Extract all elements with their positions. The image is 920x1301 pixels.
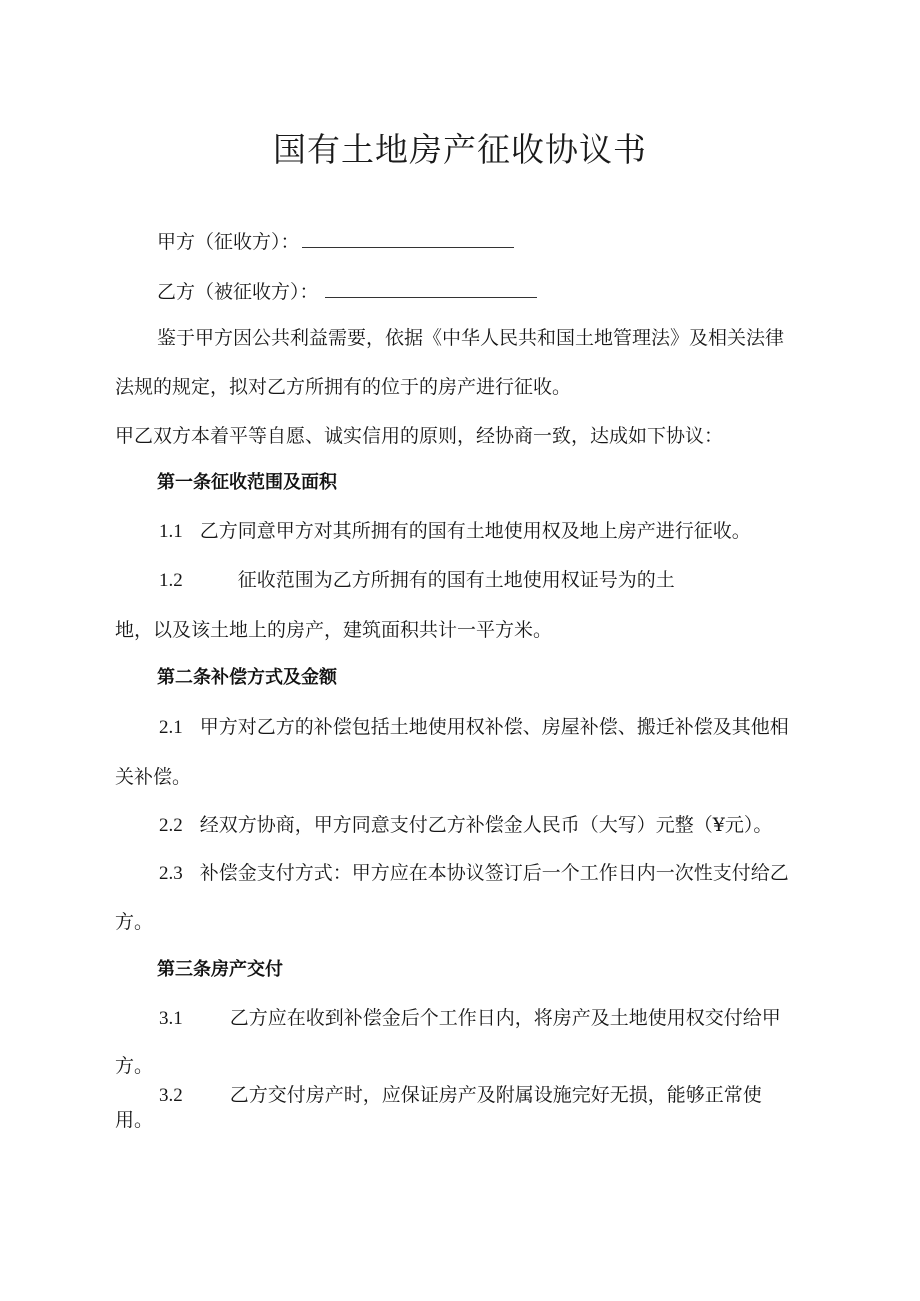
document-title: 国有土地房产征收协议书 [273, 130, 647, 169]
clause-text: 乙方应在收到补偿金后个工作日内，将房产及土地使用权交付给甲 [229, 1007, 781, 1029]
clause-2-3 [159, 861, 789, 886]
party-a-line [157, 229, 514, 254]
preamble-line-3: 甲乙双方本着平等自愿、诚实信用的原则，经协商一致，达成如下协议： [115, 425, 724, 447]
clause-number: 1.1 [159, 521, 183, 542]
clause-text: 补偿金支付方式：甲方应在本协议签订后一个工作日内一次性支付给乙 [199, 862, 789, 884]
clause-2-1-continued: 关补偿。 [115, 766, 192, 788]
clause-text: 甲方对乙方的补偿包括土地使用权补偿、房屋补偿、搬迁补偿及其他相 [199, 716, 789, 738]
clause-1-1 [159, 519, 751, 544]
clause-1-2-continued: 地，以及该土地上的房产，建筑面积共计一平方米。 [115, 619, 553, 641]
article-1-heading: 第一条征收范围及面积 [157, 472, 337, 493]
clause-1-2 [159, 568, 675, 593]
clause-text: 经双方协商，甲方同意支付乙方补偿金人民币（大写）元整（¥元）。 [199, 814, 773, 836]
clause-3-2 [159, 1083, 762, 1108]
clause-text: 乙方交付房产时，应保证房产及附属设施完好无损，能够正常使 [229, 1084, 762, 1106]
clause-number: 2.2 [159, 815, 183, 836]
clause-3-1 [159, 1006, 781, 1031]
preamble-line-2: 法规的规定，拟对乙方所拥有的位于的房产进行征收。 [115, 376, 572, 398]
article-3-heading: 第三条房产交付 [157, 959, 283, 980]
clause-2-2 [159, 813, 772, 838]
clause-text: 征收范围为乙方所拥有的国有土地使用权证号为的土 [237, 569, 675, 591]
clause-number: 2.1 [159, 717, 183, 738]
clause-3-2-continued: 用。 [115, 1109, 154, 1131]
party-b-line [157, 279, 537, 304]
clause-2-1 [159, 715, 789, 740]
clause-2-3-continued: 方。 [115, 911, 154, 933]
party-a-label: 甲方（征收方）： [157, 231, 300, 253]
clause-number: 3.1 [159, 1008, 183, 1029]
party-b-label: 乙方（被征收方）： [157, 281, 319, 303]
clause-number: 2.3 [159, 863, 183, 884]
article-2-heading: 第二条补偿方式及金额 [157, 667, 337, 688]
clause-number: 3.2 [159, 1085, 183, 1106]
preamble-line-1: 鉴于甲方因公共利益需要，依据《中华人民共和国土地管理法》及相关法律 [157, 327, 785, 349]
party-a-blank [302, 229, 514, 248]
clause-3-1-continued: 方。 [115, 1055, 154, 1077]
party-b-blank [325, 279, 537, 298]
clause-number: 1.2 [159, 570, 183, 591]
clause-text: 乙方同意甲方对其所拥有的国有土地使用权及地上房产进行征收。 [199, 520, 751, 542]
